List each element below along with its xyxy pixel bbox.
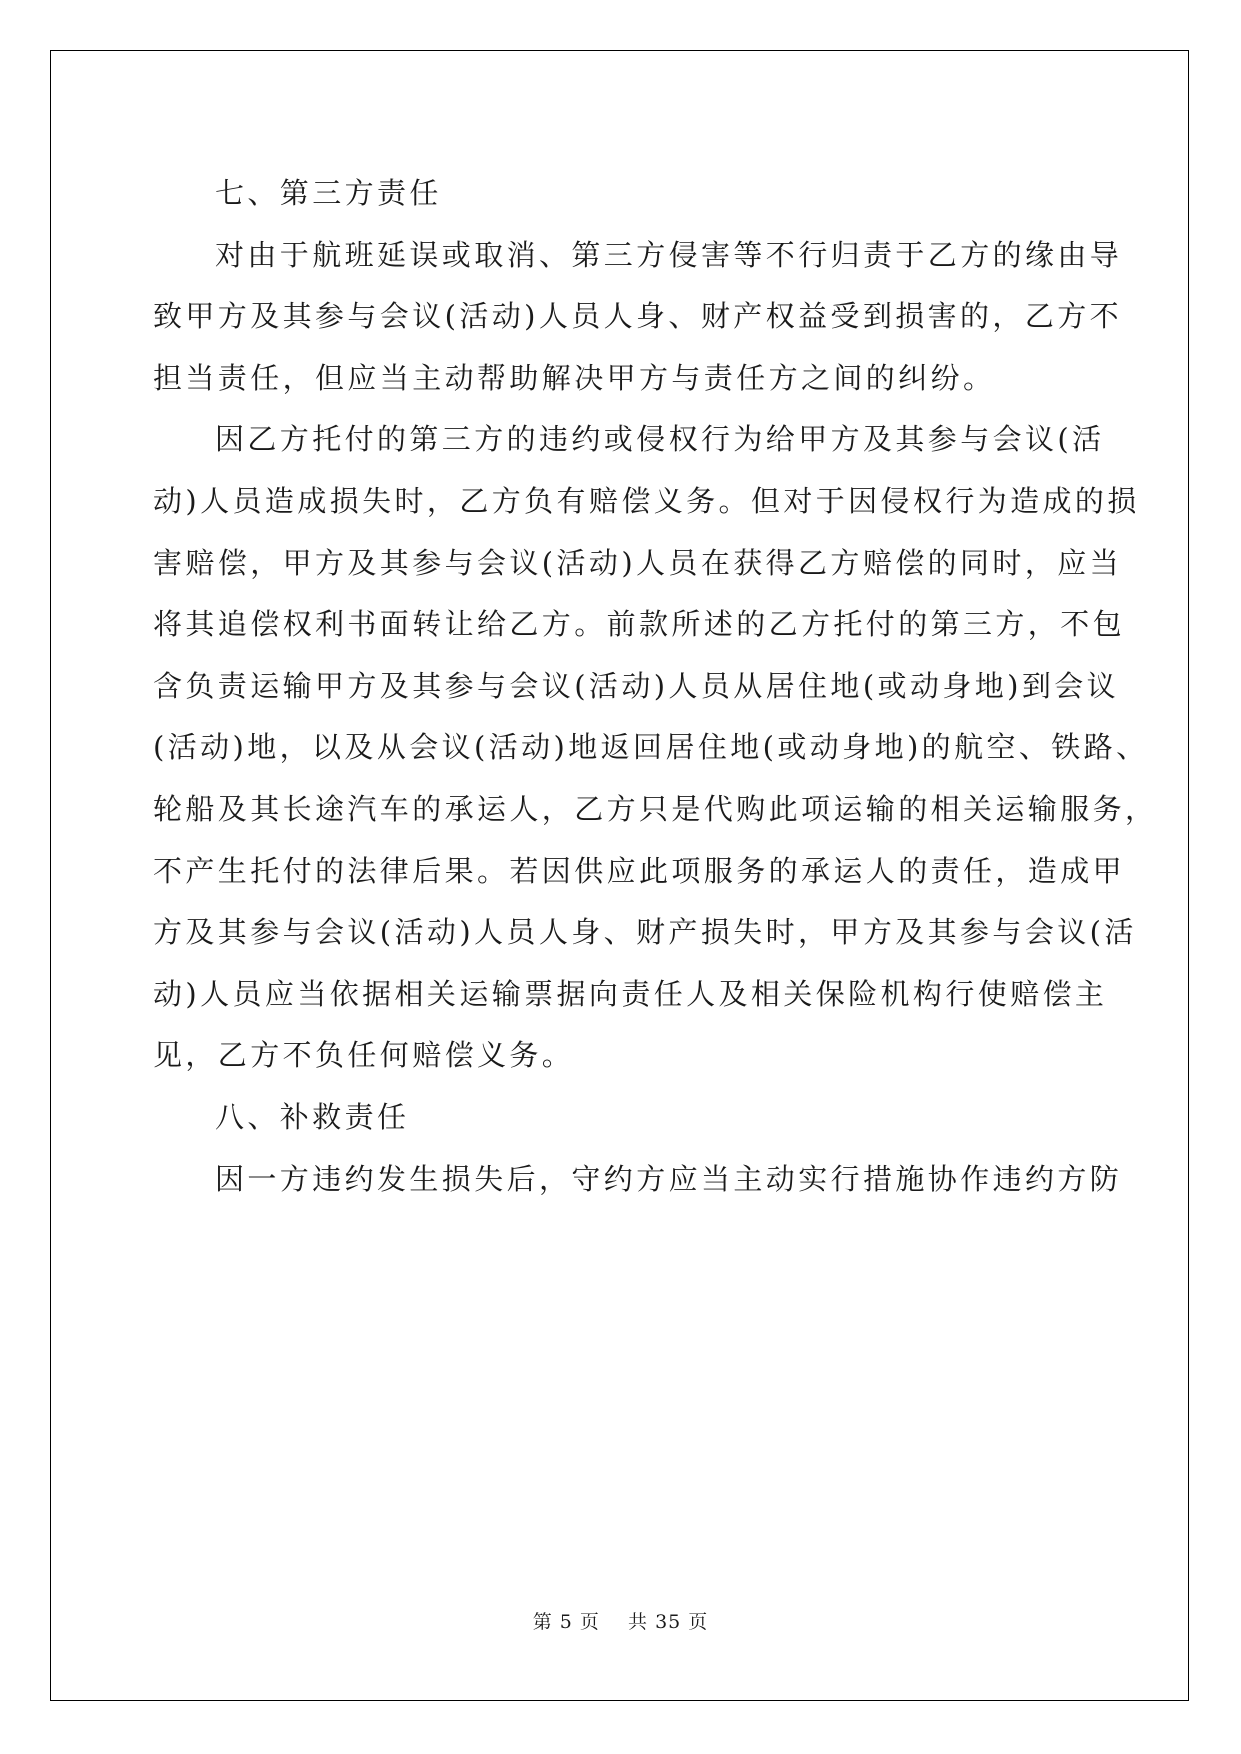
paragraph-line: 动)人员应当依据相关运输票据向责任人及相关保险机构行使赔偿主 xyxy=(153,976,1108,1011)
section-heading-seven: 七、第三方责任 xyxy=(215,176,442,210)
paragraph-line: (活动)地，以及从会议(活动)地返回居住地(或动身地)的航空、铁路、 xyxy=(153,730,1149,765)
paragraph-line: 方及其参与会议(活动)人员人身、财产损失时，甲方及其参与会议(活 xyxy=(153,915,1137,950)
paragraph-line: 致甲方及其参与会议(活动)人员人身、财产权益受到损害的，乙方不 xyxy=(153,299,1123,334)
paragraph-line: 因一方违约发生损失后，守约方应当主动实行措施协作违约方防 xyxy=(215,1161,1123,1196)
section-heading-eight: 八、补救责任 xyxy=(215,1099,410,1134)
paragraph-line: 轮船及其长途汽车的承运人，乙方只是代购此项运输的相关运输服务， xyxy=(153,791,1158,826)
paragraph-line: 动)人员造成损失时，乙方负有赔偿义务。但对于因侵权行为造成的损 xyxy=(153,483,1140,518)
paragraph-line: 将其追偿权利书面转让给乙方。前款所述的乙方托付的第三方，不包 xyxy=(153,607,1126,642)
paragraph-line: 对由于航班延误或取消、第三方侵害等不行归责于乙方的缘由导 xyxy=(215,237,1123,272)
paragraph-line: 不产生托付的法律后果。若因供应此项服务的承运人的责任，造成甲 xyxy=(153,853,1126,888)
paragraph-line: 担当责任，但应当主动帮助解决甲方与责任方之间的纠纷。 xyxy=(153,360,996,395)
paragraph-line: 因乙方托付的第三方的违约或侵权行为给甲方及其参与会议(活 xyxy=(215,422,1105,457)
paragraph-line: 见，乙方不负任何赔偿义务。 xyxy=(153,1038,575,1073)
paragraph-line: 含负责运输甲方及其参与会议(活动)人员从居住地(或动身地)到会议 xyxy=(153,668,1120,703)
paragraph-line: 害赔偿，甲方及其参与会议(活动)人员在获得乙方赔偿的同时，应当 xyxy=(153,545,1123,580)
document-body xyxy=(153,163,1158,1210)
page-number-footer: 第 5 页 共 35 页 xyxy=(532,1611,709,1633)
